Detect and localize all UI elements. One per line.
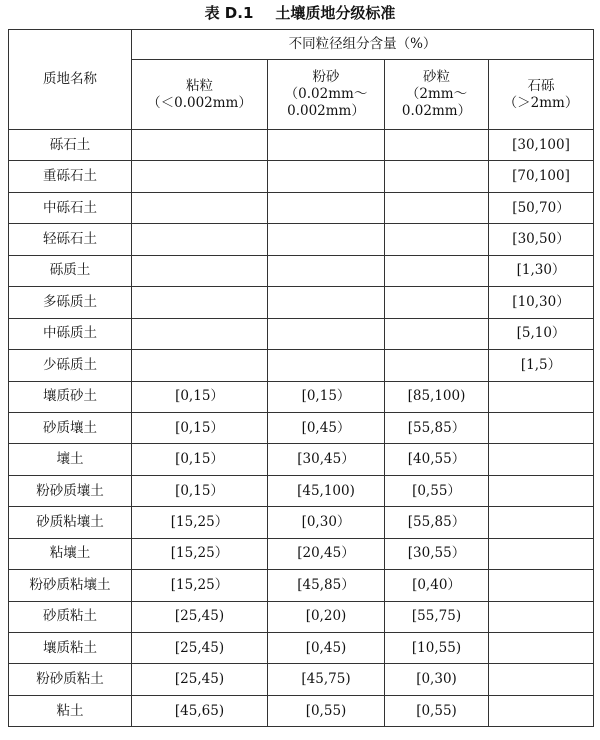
sand-value-cell: [55,85） — [385, 412, 489, 443]
table-row — [9, 192, 594, 223]
texture-name-cell: 砂质壤土 — [9, 412, 132, 443]
sand-value-cell — [385, 287, 489, 318]
clay-value-cell: [0,15） — [132, 444, 268, 475]
sand-value-cell: [55,75) — [385, 601, 489, 632]
texture-name-cell: 壤质粘土 — [9, 633, 132, 664]
gravel-value-cell — [489, 412, 594, 443]
silt-value-cell: [30,45） — [268, 444, 385, 475]
clay-value-cell — [132, 318, 268, 349]
table-row — [9, 412, 594, 443]
table-row — [9, 695, 594, 726]
silt-value-cell — [268, 350, 385, 381]
sand-header: 砂粒 （2mm～ 0.02mm） — [385, 60, 489, 130]
gravel-value-cell: [50,70） — [489, 192, 594, 223]
sand-value-cell: [40,55） — [385, 444, 489, 475]
gravel-value-cell: [30,100] — [489, 130, 594, 161]
texture-name-cell: 中砾质土 — [9, 318, 132, 349]
silt-value-cell: [20,45） — [268, 538, 385, 569]
gravel-value-cell — [489, 381, 594, 412]
gravel-value-cell — [489, 695, 594, 726]
texture-name-cell: 中砾石土 — [9, 192, 132, 223]
texture-name-cell: 少砾质土 — [9, 350, 132, 381]
clay-value-cell: [15,25） — [132, 538, 268, 569]
silt-value-cell: [0,30） — [268, 507, 385, 538]
texture-name-cell: 砂质粘壤土 — [9, 507, 132, 538]
table-row — [9, 444, 594, 475]
texture-name-cell: 粘壤土 — [9, 538, 132, 569]
gravel-value-cell — [489, 570, 594, 601]
texture-name-cell: 重砾石土 — [9, 161, 132, 192]
texture-name-cell: 砂质粘土 — [9, 601, 132, 632]
table-row — [9, 224, 594, 255]
gravel-value-cell: [10,30） — [489, 287, 594, 318]
table-caption — [0, 0, 600, 28]
gravel-value-cell: [30,50） — [489, 224, 594, 255]
texture-name-cell: 粉砂质粘土 — [9, 664, 132, 695]
gravel-value-cell: [1,5） — [489, 350, 594, 381]
gravel-header: 石砾 （＞2mm） — [489, 60, 594, 130]
clay-value-cell — [132, 130, 268, 161]
table-row — [9, 664, 594, 695]
table-row — [9, 633, 594, 664]
sand-value-cell: [30,55） — [385, 538, 489, 569]
table-row — [9, 130, 594, 161]
clay-value-cell: [0,15） — [132, 475, 268, 506]
texture-name-cell: 粉砂质壤土 — [9, 475, 132, 506]
silt-value-cell — [268, 161, 385, 192]
sand-value-cell: [0,55） — [385, 475, 489, 506]
silt-value-cell: [0,45） — [268, 412, 385, 443]
sand-value-cell: [85,100) — [385, 381, 489, 412]
header-row-1 — [9, 30, 594, 60]
texture-name-cell: 壤质砂土 — [9, 381, 132, 412]
clay-value-cell: [25,45) — [132, 633, 268, 664]
table-row — [9, 475, 594, 506]
clay-value-cell: [15,25） — [132, 507, 268, 538]
gravel-value-cell — [489, 538, 594, 569]
table-row — [9, 255, 594, 286]
table-number: 表 D.1 — [204, 4, 254, 22]
silt-value-cell: [45,75) — [268, 664, 385, 695]
sand-value-cell — [385, 255, 489, 286]
clay-value-cell: [15,25） — [132, 570, 268, 601]
silt-value-cell: [45,100) — [268, 475, 385, 506]
table-body — [9, 130, 594, 727]
table-row — [9, 381, 594, 412]
sand-value-cell: [10,55) — [385, 633, 489, 664]
clay-value-cell: [25,45) — [132, 664, 268, 695]
sand-value-cell: [0,55) — [385, 695, 489, 726]
silt-value-cell: [45,85） — [268, 570, 385, 601]
sand-value-cell: [0,30) — [385, 664, 489, 695]
clay-value-cell — [132, 192, 268, 223]
texture-name-cell: 砾石土 — [9, 130, 132, 161]
clay-value-cell: [45,65) — [132, 695, 268, 726]
silt-value-cell: [0,15） — [268, 381, 385, 412]
gravel-value-cell — [489, 507, 594, 538]
clay-value-cell — [132, 224, 268, 255]
sand-value-cell — [385, 350, 489, 381]
gravel-value-cell: [5,10） — [489, 318, 594, 349]
clay-value-cell: [25,45) — [132, 601, 268, 632]
texture-name-cell: 砾质土 — [9, 255, 132, 286]
sand-value-cell: [0,40） — [385, 570, 489, 601]
fraction-content-header: 不同粒径组分含量（%） — [132, 30, 594, 60]
gravel-value-cell: [1,30） — [489, 255, 594, 286]
texture-name-cell: 壤土 — [9, 444, 132, 475]
silt-value-cell — [268, 224, 385, 255]
clay-value-cell — [132, 161, 268, 192]
gravel-value-cell — [489, 475, 594, 506]
silt-value-cell: [0,55) — [268, 695, 385, 726]
texture-name-cell: 粉砂质粘壤土 — [9, 570, 132, 601]
sand-value-cell — [385, 318, 489, 349]
silt-header: 粉砂 （0.02mm～ 0.002mm） — [268, 60, 385, 130]
soil-texture-table — [8, 29, 594, 727]
clay-value-cell — [132, 287, 268, 318]
texture-name-header: 质地名称 — [9, 30, 132, 130]
silt-value-cell: [0,20) — [268, 601, 385, 632]
texture-name-cell: 多砾质土 — [9, 287, 132, 318]
table-row — [9, 507, 594, 538]
sand-value-cell — [385, 161, 489, 192]
table-row — [9, 601, 594, 632]
gravel-value-cell — [489, 664, 594, 695]
silt-value-cell — [268, 130, 385, 161]
texture-name-cell: 粘土 — [9, 695, 132, 726]
table-row — [9, 287, 594, 318]
gravel-value-cell — [489, 444, 594, 475]
gravel-value-cell — [489, 601, 594, 632]
table-title: 土壤质地分级标准 — [275, 4, 396, 22]
silt-value-cell — [268, 287, 385, 318]
sand-value-cell — [385, 192, 489, 223]
silt-value-cell: [0,45) — [268, 633, 385, 664]
silt-value-cell — [268, 192, 385, 223]
table-row — [9, 350, 594, 381]
silt-value-cell — [268, 318, 385, 349]
gravel-value-cell — [489, 633, 594, 664]
table-row — [9, 538, 594, 569]
sand-value-cell: [55,85） — [385, 507, 489, 538]
gravel-value-cell: [70,100] — [489, 161, 594, 192]
table-row — [9, 161, 594, 192]
clay-value-cell: [0,15） — [132, 381, 268, 412]
sand-value-cell — [385, 224, 489, 255]
table-row — [9, 318, 594, 349]
clay-value-cell — [132, 350, 268, 381]
clay-value-cell: [0,15） — [132, 412, 268, 443]
sand-value-cell — [385, 130, 489, 161]
silt-value-cell — [268, 255, 385, 286]
clay-value-cell — [132, 255, 268, 286]
clay-header: 粘粒 （＜0.002mm） — [132, 60, 268, 130]
texture-name-cell: 轻砾石土 — [9, 224, 132, 255]
table-row — [9, 570, 594, 601]
